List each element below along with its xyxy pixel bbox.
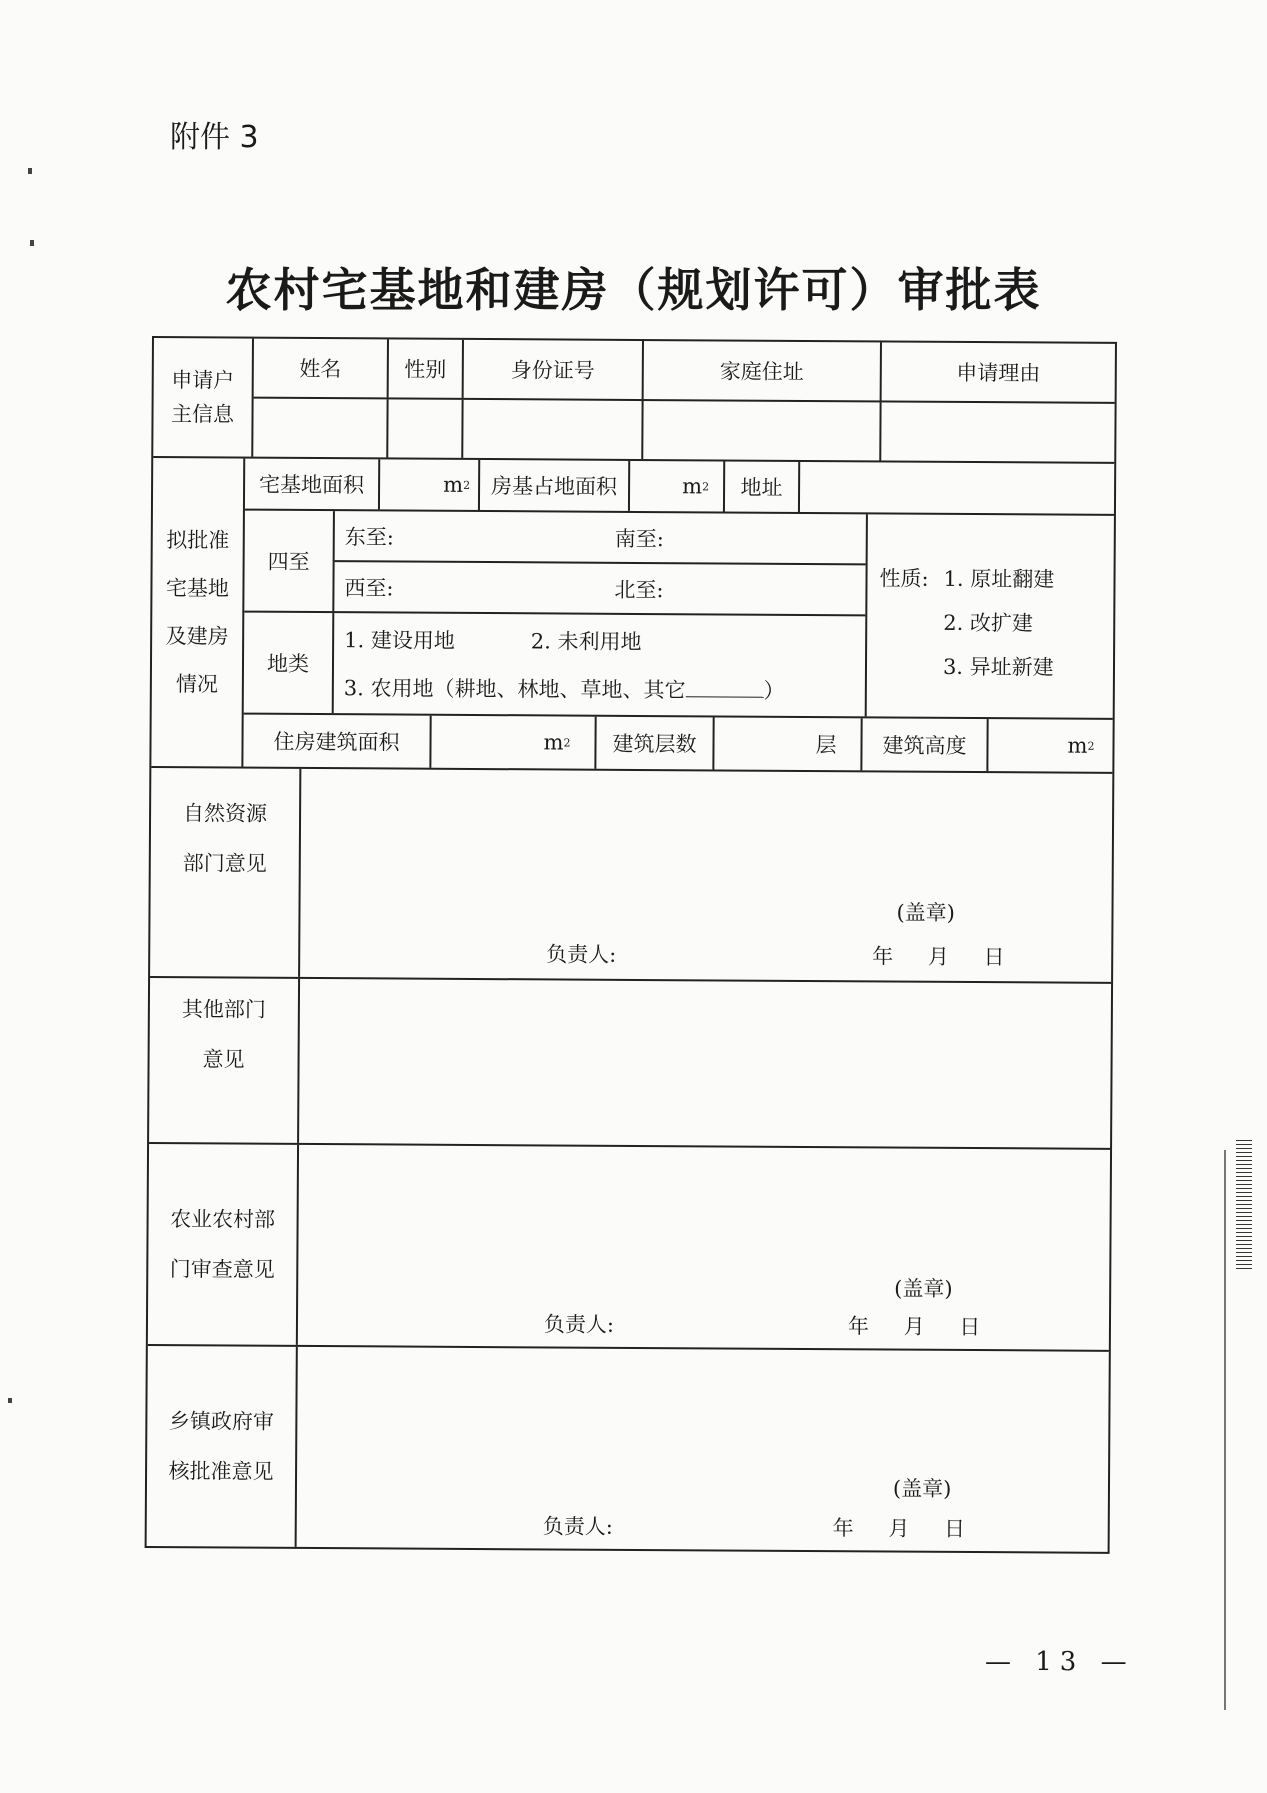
boundaries-label: 四至 xyxy=(244,511,335,612)
homestead-label-line2: 宅基地 xyxy=(165,576,230,601)
applicant-label-line2: 主信息 xyxy=(170,402,235,427)
west-label[interactable]: 西至: xyxy=(344,575,394,600)
natural-resources-opinion-field[interactable] xyxy=(300,769,1112,982)
height-unit: m xyxy=(1067,733,1088,758)
other-blank[interactable] xyxy=(686,678,764,697)
agriculture-section xyxy=(148,1144,1110,1352)
reason-field[interactable] xyxy=(881,402,1114,461)
floor-area-unit-sup: 2 xyxy=(563,736,571,750)
boundaries-block xyxy=(244,511,866,617)
page-number: — 13 — xyxy=(985,1647,1135,1677)
agriculture-opinion-field[interactable] xyxy=(298,1145,1110,1350)
area-row xyxy=(245,459,1114,516)
house-footprint-label: 房基占地面积 xyxy=(480,460,630,511)
boundary-row-1 xyxy=(335,511,866,565)
natural-resources-responsible: 负责人: xyxy=(546,942,617,967)
applicant-section-label xyxy=(153,338,254,457)
applicant-section xyxy=(153,338,1115,464)
homestead-section xyxy=(151,458,1114,774)
nature-label: 性质: xyxy=(879,566,929,591)
footprint-unit-sup: 2 xyxy=(702,479,710,493)
township-section xyxy=(147,1346,1109,1552)
nature-block xyxy=(867,514,1114,717)
land-option-construction[interactable]: 1. 建设用地 xyxy=(344,628,455,653)
header-name: 姓名 xyxy=(254,339,389,398)
land-type-block xyxy=(244,613,866,717)
address-label: 地址 xyxy=(725,462,800,512)
house-footprint-field[interactable] xyxy=(630,461,725,512)
agri-line2: 门审查意见 xyxy=(169,1257,275,1282)
other-departments-section xyxy=(149,978,1111,1150)
agriculture-seal: (盖章) xyxy=(894,1276,953,1301)
floor-area-label: 住房建筑面积 xyxy=(243,715,431,768)
header-gender: 性别 xyxy=(389,339,464,397)
header-reason: 申请理由 xyxy=(956,360,1041,386)
scan-speck xyxy=(28,168,32,174)
scan-edge-line xyxy=(1224,1150,1226,1710)
footprint-unit: m xyxy=(682,474,703,499)
natural-resources-label xyxy=(150,768,301,977)
township-seal: (盖章) xyxy=(892,1476,952,1501)
floors-field[interactable] xyxy=(714,717,862,770)
township-line2: 核批准意见 xyxy=(168,1459,274,1484)
homestead-section-label xyxy=(151,458,245,767)
other-departments-label xyxy=(149,978,300,1143)
natural-resources-section xyxy=(150,768,1112,984)
approval-form xyxy=(145,336,1117,1554)
header-id-number: 身份证号 xyxy=(464,340,644,399)
header-home-address: 家庭住址 xyxy=(644,341,882,400)
homestead-label-line1: 拟批准 xyxy=(166,528,230,553)
homestead-label-line3: 及建房 xyxy=(165,624,229,649)
land-type-label: 地类 xyxy=(244,613,335,714)
floors-unit: 层 xyxy=(815,733,837,758)
homestead-label-line4: 情况 xyxy=(175,672,218,697)
height-label: 建筑高度 xyxy=(862,718,988,771)
scan-speck xyxy=(30,240,34,246)
east-label[interactable]: 东至: xyxy=(344,524,394,549)
building-row xyxy=(243,715,1112,772)
scan-edge-stripes xyxy=(1236,1140,1252,1270)
boundary-row-2 xyxy=(334,562,865,614)
agriculture-responsible: 负责人: xyxy=(543,1312,615,1337)
floor-area-field[interactable] xyxy=(431,716,596,769)
land-option-unused[interactable]: 2. 未利用地 xyxy=(530,629,642,654)
floor-area-unit: m xyxy=(543,730,564,755)
township-line1: 乡镇政府审 xyxy=(168,1409,274,1434)
site-area-label: 宅基地面积 xyxy=(245,459,380,510)
home-address-field[interactable] xyxy=(643,401,881,460)
applicant-header-row xyxy=(254,339,1115,404)
site-area-unit: m xyxy=(443,472,464,497)
township-date: 年 月 日 xyxy=(832,1516,966,1541)
land-options-row-1 xyxy=(344,624,865,657)
township-opinion-field[interactable] xyxy=(297,1347,1109,1552)
other-departments-opinion-field[interactable] xyxy=(299,979,1111,1148)
name-field[interactable] xyxy=(253,399,388,458)
township-label xyxy=(147,1346,298,1547)
township-responsible: 负责人: xyxy=(542,1514,613,1539)
natural-resources-date: 年 月 日 xyxy=(872,944,1005,970)
height-unit-sup: 2 xyxy=(1087,739,1095,753)
form-title: 农村宅基地和建房（规划许可）审批表 xyxy=(225,263,1042,317)
agri-line1: 农业农村部 xyxy=(170,1207,276,1232)
other-line1: 其他部门 xyxy=(181,997,266,1022)
land-option-close: ） xyxy=(763,678,785,703)
land-options-row-2 xyxy=(344,672,865,705)
north-label[interactable]: 北至: xyxy=(614,577,664,602)
south-label[interactable]: 南至: xyxy=(614,526,664,551)
boundary-landtype-block xyxy=(244,511,1114,720)
height-field[interactable] xyxy=(988,719,1112,772)
nature-option-expand[interactable]: 2. 改扩建 xyxy=(943,610,1034,636)
address-field[interactable] xyxy=(800,462,1114,514)
natural-resources-seal: (盖章) xyxy=(896,900,955,925)
floors-label: 建筑层数 xyxy=(596,717,714,770)
agriculture-label xyxy=(148,1144,299,1345)
nature-option-rebuild[interactable]: 1. 原址翻建 xyxy=(943,566,1055,592)
applicant-label-line1: 申请户 xyxy=(171,368,235,393)
gender-field[interactable] xyxy=(388,399,463,457)
natural-resources-line2: 部门意见 xyxy=(182,851,267,876)
land-option-agricultural[interactable]: 3. 农用地（耕地、林地、草地、其它 xyxy=(343,676,686,703)
natural-resources-line1: 自然资源 xyxy=(183,801,268,826)
applicant-input-row xyxy=(253,399,1114,462)
site-area-unit-sup: 2 xyxy=(463,478,471,492)
nature-option-relocate[interactable]: 3. 异址新建 xyxy=(942,654,1054,680)
attachment-label: 附件 3 xyxy=(170,120,259,155)
scan-speck xyxy=(8,1398,12,1403)
id-number-field[interactable] xyxy=(463,400,643,459)
site-area-field[interactable] xyxy=(380,459,480,510)
other-line2: 意见 xyxy=(202,1047,245,1072)
agriculture-date: 年 月 日 xyxy=(847,1314,981,1340)
